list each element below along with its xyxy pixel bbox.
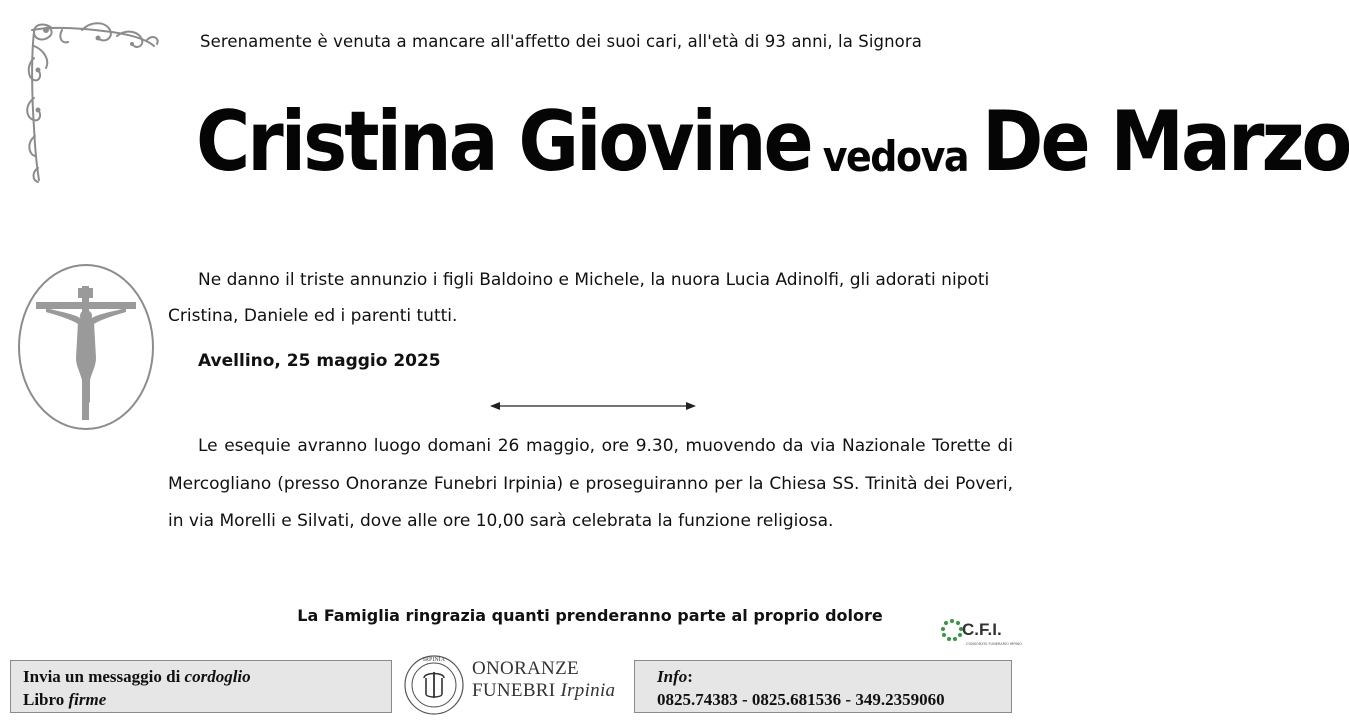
info-label-line [657,665,1011,688]
double-arrow-divider-icon [488,398,698,414]
funeral-details-text: Le esequie avranno luogo domani 26 maggio, ore 9.30, muovendo da via Nazionale Torette di Mercogliano (presso Onoranze Funebri Irpinia) e proseguiranno per la Chiesa SS. Trinità dei Poveri, in via Morelli e Silvati, dove alle ore 10,00 sarà celebrata la funzione religiosa. [168,436,1013,531]
floral-corner-ornament-icon [22,18,162,188]
cfi-dots-icon [940,618,964,642]
condolence-box[interactable] [10,660,392,713]
condolence-prefix: Invia un messaggio di [23,667,181,686]
guestbook-italic: firme [68,690,107,709]
deceased-first-name: Cristina Giovine [196,93,811,190]
onoranze-funebri-logo [402,652,632,718]
deceased-name [196,93,1349,224]
deceased-name-connector: vedova [822,132,969,181]
guestbook-link[interactable] [23,688,391,711]
condolence-italic: cordoglio [184,667,251,686]
crucifix-in-oval-icon [16,262,156,432]
cfi-logo [940,618,1020,652]
info-box [634,660,1012,713]
announcement-text: Ne danno il triste annunzio i figli Baldoino e Michele, la nuora Lucia Adinolfi, gli adorati nipoti Cristina, Daniele ed i parenti tutti. [168,270,990,326]
cfi-subtitle: CONSORZIO FUNERARIO IRPINO [966,642,1022,646]
condolence-link[interactable] [23,665,391,688]
info-label: Info [657,667,688,686]
logo-wordmark [472,658,615,702]
logo-line-2-italic: Irpinia [560,680,616,701]
logo-line-1: ONORANZE [472,658,579,679]
place-date: Avellino, 25 maggio 2025 [198,351,441,371]
intro-text: Serenamente è venuta a mancare all'affetto dei suoi cari, all'età di 93 anni, la Signora [200,32,922,51]
cfi-label: C.F.I. [962,620,1002,639]
logo-line-2 [472,680,615,702]
deceased-married-name: De Marzo [982,93,1349,190]
seal-top-text: IRPINIA [423,657,445,663]
info-colon: : [687,667,693,686]
guestbook-prefix: Libro [23,690,65,709]
funeral-home-seal-icon [402,652,466,716]
phone-numbers[interactable]: 0825.74383 - 0825.681536 - 349.2359060 [657,690,945,709]
family-thanks-text: La Famiglia ringrazia quanti prenderanno parte al proprio dolore [297,606,883,625]
logo-line-2-prefix: FUNEBRI [472,680,556,701]
